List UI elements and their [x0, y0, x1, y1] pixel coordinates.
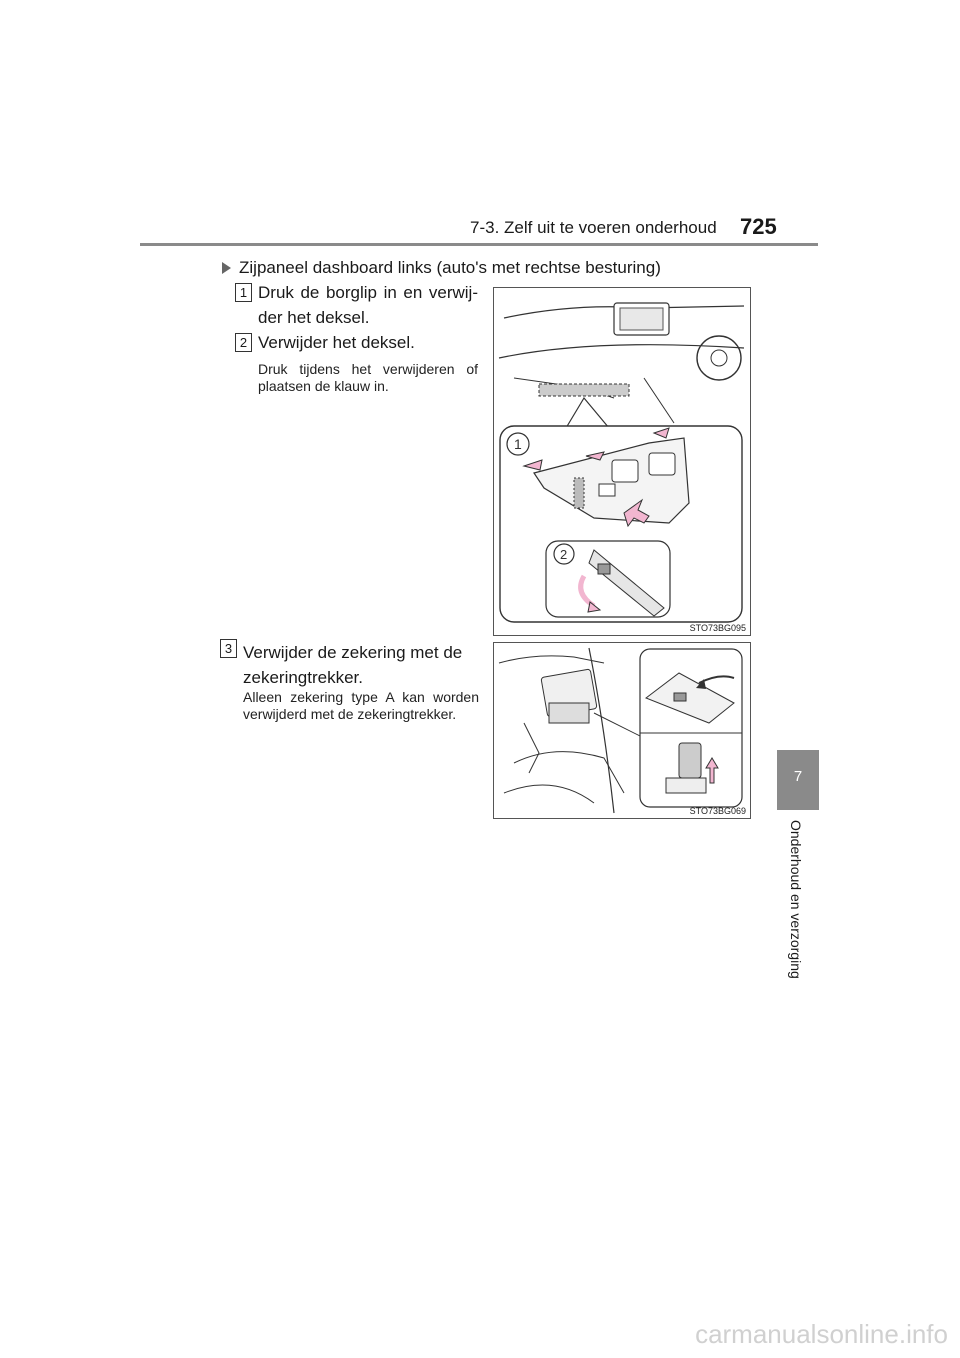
step-2-note-line-1: Druk tijdens het verwijderen of [258, 361, 478, 377]
bullet-text: Zijpaneel dashboard links (auto's met rechtse besturing) [239, 258, 661, 277]
section-title: 7-3. Zelf uit te voeren onderhoud [470, 218, 717, 237]
step-2-note [258, 361, 478, 395]
step-1-line-1: Druk de borglip in en verwij- [258, 283, 478, 302]
step-3-line-2: zekeringtrekker. [243, 668, 363, 687]
step-2-text: Verwijder het deksel. [258, 333, 415, 352]
step-3-text [243, 640, 483, 690]
chapter-label: Onderhoud en verzorging [788, 820, 804, 979]
step-number-3: 3 [220, 639, 237, 658]
chapter-number: 7 [793, 768, 803, 785]
step-1-line-2: der het deksel. [258, 308, 370, 327]
callout-1: 1 [514, 436, 522, 452]
page-number: 725 [740, 214, 777, 239]
step-3-note-line-1: Alleen zekering type A kan worden [243, 689, 479, 705]
triangle-bullet-icon [222, 262, 231, 274]
watermark: carmanualsonline.info [695, 1319, 948, 1349]
bullet-heading [222, 258, 661, 278]
step-number-1: 1 [235, 283, 252, 302]
figure-code-2: STO73BG069 [689, 806, 746, 816]
step-3-note [243, 689, 479, 723]
step-3-note-line-2: verwijderd met de zekeringtrekker. [243, 706, 457, 722]
step-1-text [258, 280, 478, 330]
step-number-2: 2 [235, 333, 252, 352]
dashboard-panel-illustration [494, 288, 750, 635]
figure-code-1: STO73BG095 [689, 623, 746, 633]
chapter-tab [777, 750, 819, 810]
step-3-line-1: Verwijder de zekering met de [243, 643, 463, 662]
step-2-note-line-2: plaatsen de klauw in. [258, 378, 389, 394]
fuse-puller-illustration [494, 643, 750, 818]
header-rule [140, 243, 818, 246]
callout-2: 2 [560, 547, 568, 562]
figure-dashboard-panel [493, 287, 751, 636]
figure-fuse-puller [493, 642, 751, 819]
